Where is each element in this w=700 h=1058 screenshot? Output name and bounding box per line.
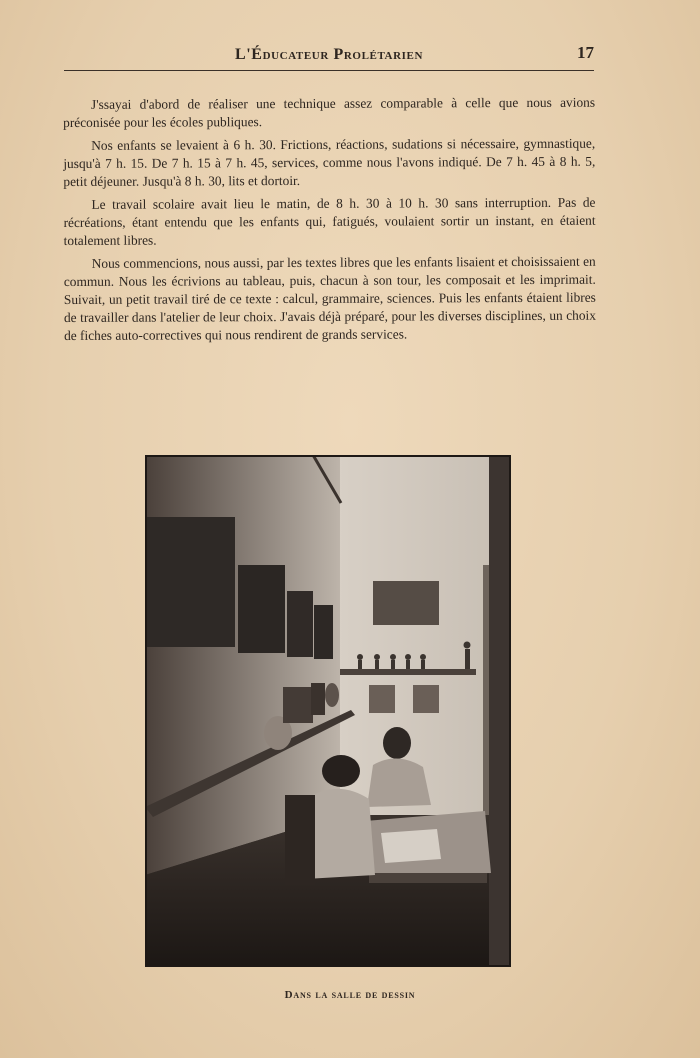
classroom-photograph (145, 455, 511, 967)
paragraph: Le travail scolaire avait lieu le matin, de 8 h. 30 à 10 h. 30 sans interruption. Pas de récréations, étant entendu que les enfants qui, fatigués, voulaient sortir un instant, en étaient totalement libres. (63, 194, 596, 248)
page-header (64, 42, 594, 71)
article-body (63, 94, 596, 350)
paragraph: Nous commencions, nous aussi, par les textes libres que les enfants lisaient et choisissaient en commun. Nous les écrivions au tableau, puis, chacun à son tour, les composait et les imprimait. Suivait, un petit travail tiré de ce texte : calcul, grammaire, sciences. Puis les enfants étaient libres de travailler dans l'atelier de leur choix. J'avais déjà préparé, pour les diverses disciplines, un choix de fiches auto-correctives qui nous rendirent de grands services. (63, 253, 596, 343)
paragraph: J'ssayai d'abord de réaliser une technique assez comparable à celle que nous avions préconisée pour les écoles publiques. (63, 94, 596, 130)
paragraph: Nos enfants se levaient à 6 h. 30. Frictions, réactions, sudations si nécessaire, gymnastique, jusqu'à 7 h. 15. De 7 h. 15 à 7 h. 45, services, comme nous l'avons indiqué. De 7 h. 45 à 8 h. 5, petit déjeuner. Jusqu'à 8 h. 30, lits et dortoir. (63, 135, 596, 189)
photo-caption: Dans la salle de dessin (284, 989, 416, 1001)
photo-illustration (145, 455, 511, 967)
running-title: L'Éducateur Prolétarien (234, 46, 424, 63)
page-number: 17 (577, 43, 594, 62)
